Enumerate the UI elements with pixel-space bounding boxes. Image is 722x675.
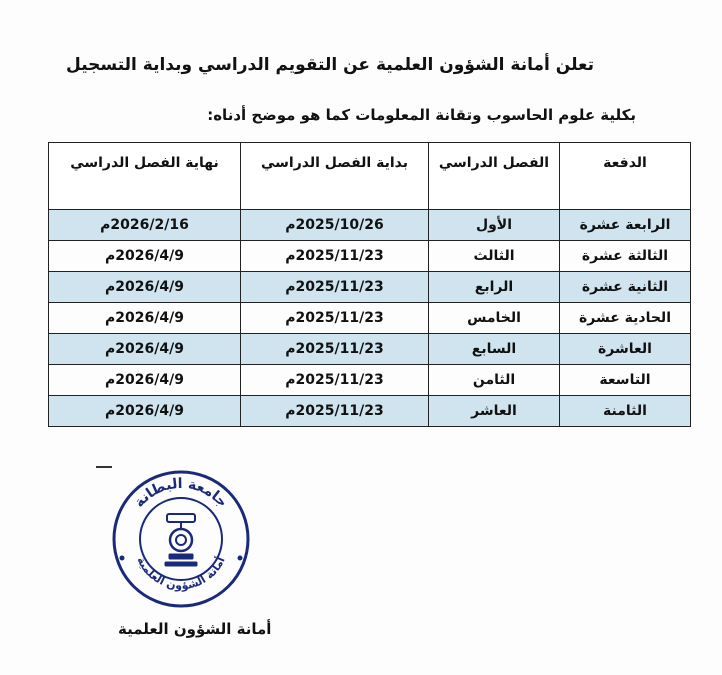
header-start: بداية الفصل الدراسي xyxy=(241,143,429,210)
cell-start: 2025/11/23م xyxy=(241,272,429,303)
cell-start: 2025/11/23م xyxy=(241,334,429,365)
seal-bottom-text: أمانة الشؤون العلمية xyxy=(134,554,228,593)
cell-start: 2025/11/23م xyxy=(241,241,429,272)
seal-top-text: جامعة البطانة xyxy=(131,475,231,511)
cell-end: 2026/2/16م xyxy=(49,210,241,241)
cell-semester: الخامس xyxy=(429,303,560,334)
header-end: نهاية الفصل الدراسي xyxy=(49,143,241,210)
header-batch: الدفعة xyxy=(560,143,691,210)
cell-batch: الثانية عشرة xyxy=(560,272,691,303)
cell-batch: الثالثة عشرة xyxy=(560,241,691,272)
table-row xyxy=(49,241,691,272)
cell-end: 2026/4/9م xyxy=(49,334,241,365)
table-row xyxy=(49,334,691,365)
academic-calendar-table xyxy=(48,142,691,427)
cell-batch: الحادية عشرة xyxy=(560,303,691,334)
seal-emblem-icon xyxy=(165,514,197,566)
announcement-subline: بكلية علوم الحاسوب وتقانة المعلومات كما هو موضح أدناه: xyxy=(207,106,636,124)
table-row xyxy=(49,396,691,427)
table-row xyxy=(49,272,691,303)
cell-start: 2025/11/23م xyxy=(241,365,429,396)
cell-end: 2026/4/9م xyxy=(49,272,241,303)
cell-batch: الرابعة عشرة xyxy=(560,210,691,241)
svg-text:أمانة الشؤون العلمية xyxy=(134,555,227,593)
cell-batch: الثامنة xyxy=(560,396,691,427)
cell-end: 2026/4/9م xyxy=(49,396,241,427)
signatory-label: أمانة الشؤون العلمية xyxy=(118,620,272,638)
cell-semester: العاشر xyxy=(429,396,560,427)
cell-end: 2026/4/9م xyxy=(49,365,241,396)
cell-end: 2026/4/9م xyxy=(49,241,241,272)
cell-start: 2025/11/23م xyxy=(241,303,429,334)
cell-batch: العاشرة xyxy=(560,334,691,365)
header-semester: الفصل الدراسي xyxy=(429,143,560,210)
cell-semester: الأول xyxy=(429,210,560,241)
seal-left-dot-icon xyxy=(120,556,125,561)
cell-semester: الرابع xyxy=(429,272,560,303)
cell-batch: التاسعة xyxy=(560,365,691,396)
cell-start: 2025/10/26م xyxy=(241,210,429,241)
cell-semester: الثامن xyxy=(429,365,560,396)
table-row xyxy=(49,365,691,396)
table-row xyxy=(49,303,691,334)
seal-right-dot-icon xyxy=(238,556,243,561)
cell-semester: السابع xyxy=(429,334,560,365)
table-header-row xyxy=(49,143,691,210)
announcement-headline: تعلن أمانة الشؤون العلمية عن التقويم الدراسي وبداية التسجيل xyxy=(66,55,594,75)
cell-semester: الثالث xyxy=(429,241,560,272)
table-row xyxy=(49,210,691,241)
cell-end: 2026/4/9م xyxy=(49,303,241,334)
university-seal xyxy=(110,468,252,610)
cell-start: 2025/11/23م xyxy=(241,396,429,427)
